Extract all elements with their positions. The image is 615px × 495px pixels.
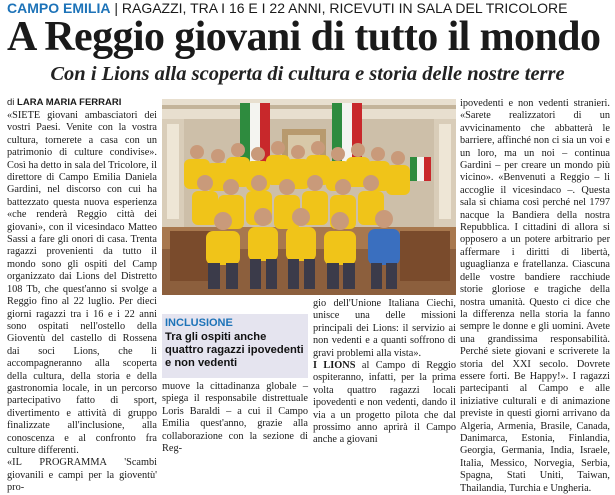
subheadline: Con i Lions alla scoperta di cultura e storia delle nostre terre — [50, 63, 565, 85]
kicker-text: | RAGAZZI, TRA I 16 E I 22 ANNI, RICEVUTI IN SALA DEL TRICOLORE — [110, 0, 568, 16]
article-column-left — [7, 110, 157, 494]
paragraph-lions — [313, 360, 456, 447]
inclusion-box — [162, 314, 308, 378]
paragraph-lions-text: al Campo di Reggio ospiteranno, infatti, per la prima volta quattro ragazzi locali ipovedenti e non vedenti, dando il via a un progetto pilota che dal prossimo anno aprirà il Campo anche a giovani — [313, 360, 456, 446]
inclusion-label: INCLUSIONE — [165, 317, 233, 329]
paragraph-intro: «SIETE giovani ambasciatori dei vostri Paesi. Venite con la vostra cultura, tornerete a casa con un patrimonio di culture condivise». Così ha detto in sala del Tricolore, il direttore di Campo Emilia Daniela Gardini, nel discorso con cui ha battezzato questa nuova esperienza «che renderà Reggio città dei giovani», con il vicesindaco Matteo Sassi a fare gli onori di casa. Trenta ragazzi provenienti da tutto il mondo sono gli ospiti del Camp organizzato dai Lions del Distretto 108 Tb, che quest'anno si svolge a Reggio fino al 22 luglio. Per dieci giorni ragazzi tra i 16 e i 22 anni sono ospitati nell'ostello della Gioventù del castello di Rossena dai soci Lions, che li accompagneranno alla scoperta della cultura, della storia e della gastronomia locale, in un percorso partecipativo fatto di sport, divertimento e attività di gruppo finalizzate all'inclusione, alla conoscenza e al confronto fra culture differenti. — [7, 110, 157, 456]
group-photo — [162, 99, 456, 295]
paragraph-welcome: ipovedenti e non vedenti stranieri. «Sarete realizzatori di un avvicinamento che abbatterà le barriere, affinché non ci sia un voi e un loro, ma un noi – continua Gardini – per creare un mondo più vicino». «Benvenuti a Reggio – li accoglie il vicesindaco –. Questa sala si chiama così perché nel 1797 nacque la Bandiera della nostra Repubblica. I cittadini di allora si opposero a un potere arbitrario per affermare i diritti di libertà, uguaglianza e fratellanza. Ciascuna delle vostre bandiere racchiude storie gloriose e tragiche della nostra umanità. Questo ci dice che la differenza nella storia la fanno sempre le donne e gli uomini. Avete una grandissima responsabilità. Perché siete giovani e scriverete la storia del XXI secolo. Dovrete essere forti. Be Happy!». I ragazzi partecipanti al Campo e alle iniziative culturali e di animazione previste in questi giorni arrivano da Algeria, Armenia, Brasile, Canada, Danimarca, Estonia, Finlandia, Georgia, Germania, India, Israele, Italia, Messico, Norvegia, Serbia, Spagna, Stati Uniti, Taiwan, Thailandia, Turchia e Ungheria. — [460, 98, 610, 494]
paragraph-lions-lead: I LIONS — [313, 360, 356, 372]
headline: A Reggio giovani di tutto il mondo — [7, 14, 601, 60]
article-column-right — [460, 98, 610, 494]
byline-author: LARA MARIA FERRARI — [17, 97, 122, 108]
inclusion-text: Tra gli ospiti anche quattro ragazzi ipovedenti e non vedenti — [165, 331, 304, 369]
article-column-third — [313, 298, 456, 454]
byline — [7, 97, 121, 109]
kicker-section: CAMPO EMILIA — [7, 0, 111, 16]
paragraph-uic: gio dell'Unione Italiana Ciechi, unisce una delle missioni principali dei Lions: il servizio ai non vedenti e a quanti soffrono di gravi problemi alla vista». — [313, 298, 456, 359]
paragraph-program: «IL PROGRAMMA 'Scambi giovanili e campi per la gioventù' pro- — [7, 457, 157, 494]
article-column-middle — [162, 381, 308, 454]
byline-prefix: di — [7, 97, 18, 108]
paragraph-baraldi: muove la cittadinanza globale – spiega il responsabile distrettuale Loris Baraldi – a cui il Campo Emilia quest'anno, grazie alla collaborazione con la sezione di Reg- — [162, 381, 308, 455]
